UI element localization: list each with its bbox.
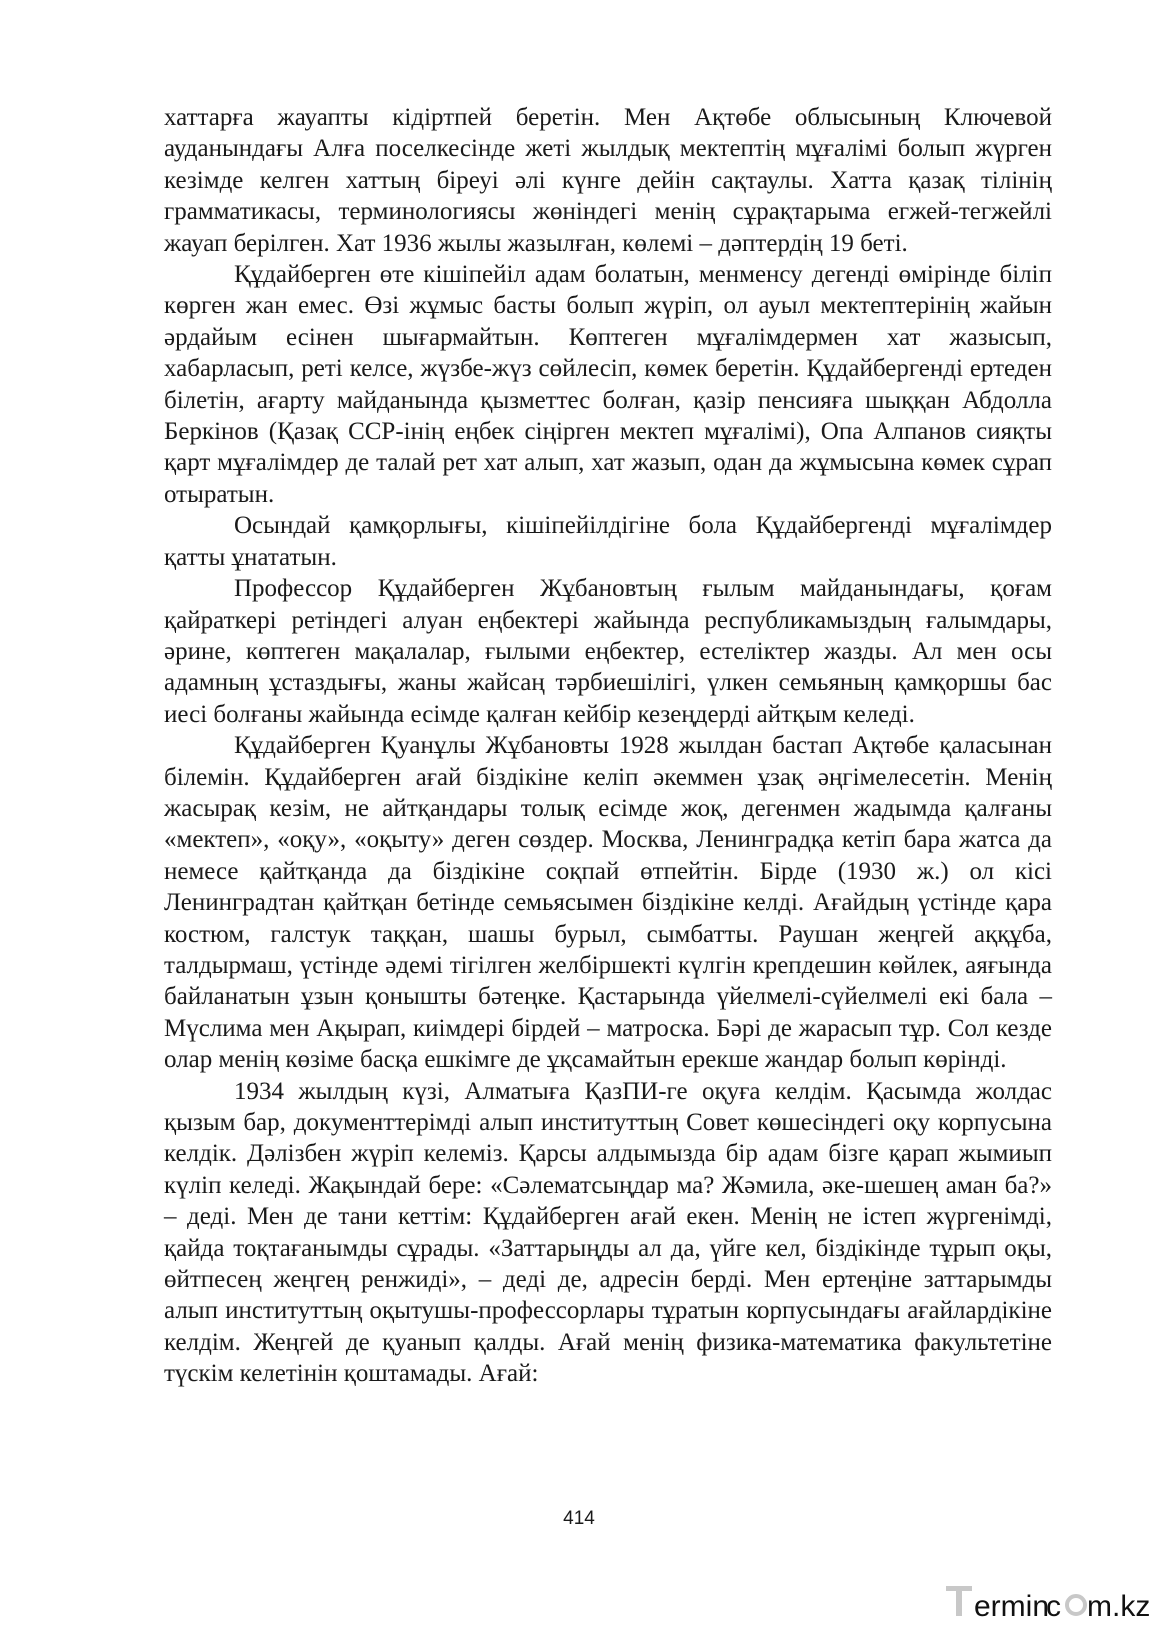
logo-text-left: ermin <box>974 1590 1050 1623</box>
paragraph: хаттарға жауапты кідіртпей беретін. Мен Ақтөбе облысының Ключевой ауданындағы Алға поселкесінде жеті жылдық мектептің мұғалімі болып жүрген кезімде келген хаттың біреуі әлі күнге дейін сақтаулы. Хатта қазақ тілінің грамматикасы, терминологиясы жөніндегі менің сұрақтарыма егжей-тегжейлі жауап берілген. Хат 1936 жылы жазылған, көлемі – дәптердің 19 беті. <box>164 104 1052 257</box>
document-body <box>164 102 1052 1390</box>
paragraph: Осындай қамқорлығы, кішіпейілдігіне бола Құдайбергенді мұғалімдер қатты ұнататын. <box>164 512 1052 571</box>
logo-t-stem <box>956 1586 962 1616</box>
page-number: 414 <box>563 1508 595 1529</box>
logo-o-ring <box>1067 1596 1085 1614</box>
watermark-logo-graphic <box>944 1580 1150 1624</box>
paragraph: Профессор Құдайберген Жұбановтың ғылым майданындағы, қоғам қайраткері ретіндегі алуан еңбектері жайында республикамыздың ғалымдары, әрине, көптеген мақалалар, ғылыми еңбектер, естеліктер жазды. Ал мен осы адамның ұстаздығы, жаны жайсаң тәрбиешілігі, үлкен семьяның қамқоршы бас иесі болғаны жайында есімде қалған кейбір кезеңдерді айтқым келеді. <box>164 575 1052 728</box>
paragraph: 1934 жылдың күзі, Алматыға ҚазПИ-ге оқуға келдім. Қасымда жолдас қызым бар, документтерімді алып институттың Совет көшесіндегі оқу корпусына келдік. Дәлізбен жүріп келеміз. Қарсы алдымызда бір адам бізге қарап жымиып күліп келеді. Жақындай бере: «Сәлематсыңдар ма? Жәмила, әке-шешең аман ба?» – деді. Мен де тани кеттім: Құдайберген ағай екен. Менің не істеп жүргенімді, қайда тоқтағанымды сұрады. «Заттарыңды ал да, үйге кел, біздікінде тұрып оқы, өйтпесең жеңгең ренжиді», – деді де, адресін берді. Мен ертеңіне заттарымды алып институттың оқытушы-профессорлары тұратын корпусындағы ағайлардікіне келдім. Жеңгей де қуанып қалды. Ағай менің физика-математика факультетіне түскім келетінін қоштамады. Ағай: <box>164 1077 1052 1388</box>
paragraph: Құдайберген Қуанұлы Жұбановты 1928 жылдан бастап Ақтөбе қаласынан білемін. Құдайберген ағай біздікіне келіп әкеммен ұзақ әңгімелесетін. Менің жасырақ кезім, не айтқандары толық есімде жоқ, дегенмен жадымда қалғаны «мектеп», «оқу», «оқыту» деген сөздер. Москва, Ленинградқа кетіп бара жатса да немесе қайтқанда да біздікіне соқпай өтпейтін. Бірде (1930 ж.) ол кісі Ленинградтан қайтқан бетінде семьясымен біздікіне келді. Ағайдың үстінде қара костюм, галстук таққан, шашы бурыл, сымбатты. Раушан жеңгей аққұба, талдырмаш, үстінде әдемі тігілген желбіршекті күлгін крепдешин көйлек, аяғында байланатын ұзын қонышты бәтеңке. Қастарында үйелмелі-сүйелмелі екі бала – Мүслима мен Ақырап, киімдері бірдей – матроска. Бәрі де жарасып тұр. Сол кезде олар менің көзіме басқа ешкімге де ұқсамайтын ерекше жандар болып көрінді. <box>164 732 1052 1074</box>
watermark-logo <box>944 1580 1150 1624</box>
paragraph: Құдайберген өте кішіпейіл адам болатын, менменсу дегенді өмірінде біліп көрген жан емес. Өзі жұмыс басты болып жүріп, ол ауыл мектептерінің жайын әрдайым есінен шығармайтын. Көптеген мұғалімдермен хат жазысып, хабарласып, реті келсе, жүзбе-жүз сөйлесіп, көмек беретін. Құдайбергенді ертеден білетін, ағарту майданында қызметтес болған, қазір пенсияға шыққан Абдолла Беркінов (Қазақ ССР-інің еңбек сіңірген мектеп мұғалімі), Опа Алпанов сияқты қарт мұғалімдер де талай рет хат алып, хат жазып, одан да жұмысына көмек сұрап отыратын. <box>164 261 1052 508</box>
logo-text-right: m.kz <box>1087 1590 1150 1623</box>
logo-letter-c: c <box>1046 1590 1061 1623</box>
